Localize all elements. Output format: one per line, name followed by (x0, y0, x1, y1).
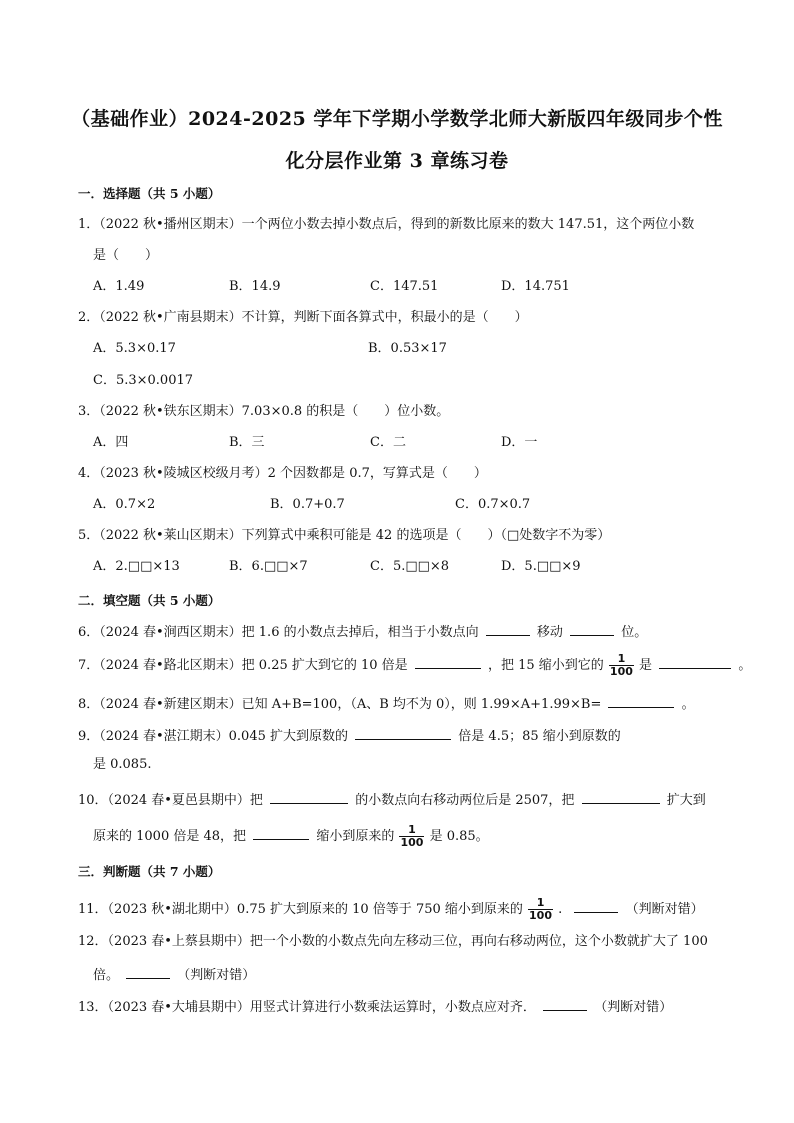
answer-blank[interactable] (570, 621, 614, 636)
question-9-text-cont: 是 0.085. (93, 757, 152, 772)
option-d: D．一 (501, 435, 538, 450)
question-12-part1: 倍。 (93, 968, 120, 983)
answer-blank[interactable] (659, 654, 731, 669)
option-c: C．5.□□×8 (370, 559, 450, 574)
question-9-part1: 9．（2024 春•湛江期末）0.045 扩大到原数的 (78, 729, 349, 744)
fraction-numerator: 1 (609, 653, 634, 666)
question-13-text (78, 996, 672, 1017)
option-b: B．14.9 (229, 279, 281, 294)
question-11-part1: 11．（2023 秋•湖北期中）0.75 扩大到原来的 10 倍等于 750 缩小到原来的 (78, 902, 523, 917)
answer-blank[interactable] (574, 898, 618, 913)
fraction (609, 653, 634, 678)
question-8-part2: 。 (681, 697, 695, 712)
answer-blank[interactable] (270, 789, 348, 804)
question-9-part2: 倍是 4.5；85 缩小到原数的 (458, 729, 621, 744)
option-a: A．1.49 (93, 279, 145, 294)
question-12-text: 12．（2023 春•上蔡县期中）把一个小数的小数点先向左移动三位，再向右移动两位，这个小数就扩大了 100 (78, 934, 708, 949)
answer-blank[interactable] (253, 825, 309, 840)
question-3-text: 3．（2022 秋•铁东区期末）7.03×0.8 的积是（ ）位小数。 (78, 404, 450, 419)
question-2-text: 2．（2022 秋•广南县期末）不计算，判断下面各算式中，积最小的是（ ） (78, 310, 528, 325)
option-b: B．三 (229, 435, 265, 450)
question-8-part1: 8．（2024 春•新建区期末）已知 A+B=100，（A、B 均不为 0），则 1.99×A+1.99×B= (78, 697, 602, 712)
fraction-numerator: 1 (528, 897, 553, 910)
question-11-part3: （判断对错） (625, 902, 704, 917)
question-7-part4: 。 (738, 658, 752, 673)
fraction-denominator: 100 (609, 665, 633, 678)
option-b: B．6.□□×7 (229, 559, 308, 574)
option-a: A．5.3×0.17 (93, 341, 176, 356)
fraction-numerator: 1 (399, 824, 424, 837)
fraction-denominator: 100 (529, 909, 552, 922)
section-heading-judge: 三．判断题（共 7 小题） (78, 864, 221, 879)
question-1-text: 1．（2022 秋•播州区期末）一个两位小数去掉小数点后，得到的新数比原来的数大 147.51，这个两位小数 (78, 217, 695, 232)
question-13-part1: 13．（2023 春•大埔县期中）用竖式计算进行小数乘法运算时，小数点应对齐． (78, 1000, 536, 1015)
question-6-part1: 6．（2024 春•涧西区期末）把 1.6 的小数点去掉后，相当于小数点向 (78, 625, 479, 640)
question-10-part6: 是 0.85。 (429, 829, 489, 844)
question-9-text (78, 725, 621, 746)
option-a: A．0.7×2 (93, 497, 156, 512)
option-c: C．二 (370, 435, 406, 450)
section-heading-fill: 二．填空题（共 5 小题） (78, 593, 221, 608)
fraction (528, 897, 553, 922)
fraction-denominator: 100 (400, 836, 424, 849)
question-1-text-cont: 是（ ） (93, 248, 159, 263)
answer-blank[interactable] (543, 996, 587, 1011)
question-10-text (78, 789, 706, 810)
answer-blank[interactable] (355, 725, 451, 740)
question-10-part5: 缩小到原来的 (316, 829, 395, 844)
question-7-part3: 是 (639, 658, 653, 673)
question-7-part2: ，把 15 缩小到它的 (487, 658, 604, 673)
question-10-part1: 10．（2024 春•夏邑县期中）把 (78, 793, 263, 808)
question-5-text: 5．（2022 秋•莱山区期末）下列算式中乘积可能是 42 的选项是（ ）（□处数字不为零） (78, 528, 611, 543)
document-title-line2: 化分层作业第 3 章练习卷 (285, 150, 509, 172)
document-title-line1: （基础作业）2024-2025 学年下学期小学数学北师大新版四年级同步个性 (71, 108, 723, 130)
option-c: C．0.7×0.7 (455, 497, 531, 512)
option-d: D．14.751 (501, 279, 570, 294)
question-13-part2: （判断对错） (594, 1000, 673, 1015)
question-10-part4: 原来的 1000 倍是 48，把 (93, 829, 247, 844)
question-10-part2: 的小数点向右移动两位后是 2507，把 (355, 793, 575, 808)
option-b: B．0.53×17 (368, 341, 447, 356)
question-6-part2: 移动 (536, 625, 563, 640)
answer-blank[interactable] (486, 621, 530, 636)
question-4-text: 4．（2023 秋•陵城区校级月考）2 个因数都是 0.7，写算式是（ ） (78, 466, 487, 481)
question-11-part2: . (558, 902, 563, 917)
answer-blank[interactable] (582, 789, 660, 804)
question-7-part1: 7．（2024 春•路北区期末）把 0.25 扩大到它的 10 倍是 (78, 658, 408, 673)
section-heading-choice: 一．选择题（共 5 小题） (78, 186, 221, 201)
option-c: C．147.51 (370, 279, 439, 294)
option-a: A．四 (93, 435, 129, 450)
answer-blank[interactable] (126, 964, 170, 979)
answer-blank[interactable] (608, 693, 674, 708)
option-d: D．5.□□×9 (501, 559, 581, 574)
option-b: B．0.7+0.7 (270, 497, 345, 512)
question-11-text (78, 897, 704, 922)
question-10-part3: 扩大到 (666, 793, 706, 808)
question-12-text-cont (93, 964, 255, 985)
question-7-text (78, 653, 751, 678)
answer-blank[interactable] (415, 654, 481, 669)
fraction (399, 824, 424, 849)
question-12-part2: （判断对错） (177, 968, 256, 983)
option-c: C．5.3×0.0017 (93, 373, 194, 388)
question-10-text-cont (93, 824, 489, 849)
question-6-part3: 位。 (621, 625, 648, 640)
question-6-text (78, 621, 647, 642)
option-a: A．2.□□×13 (93, 559, 180, 574)
question-8-text (78, 693, 695, 714)
